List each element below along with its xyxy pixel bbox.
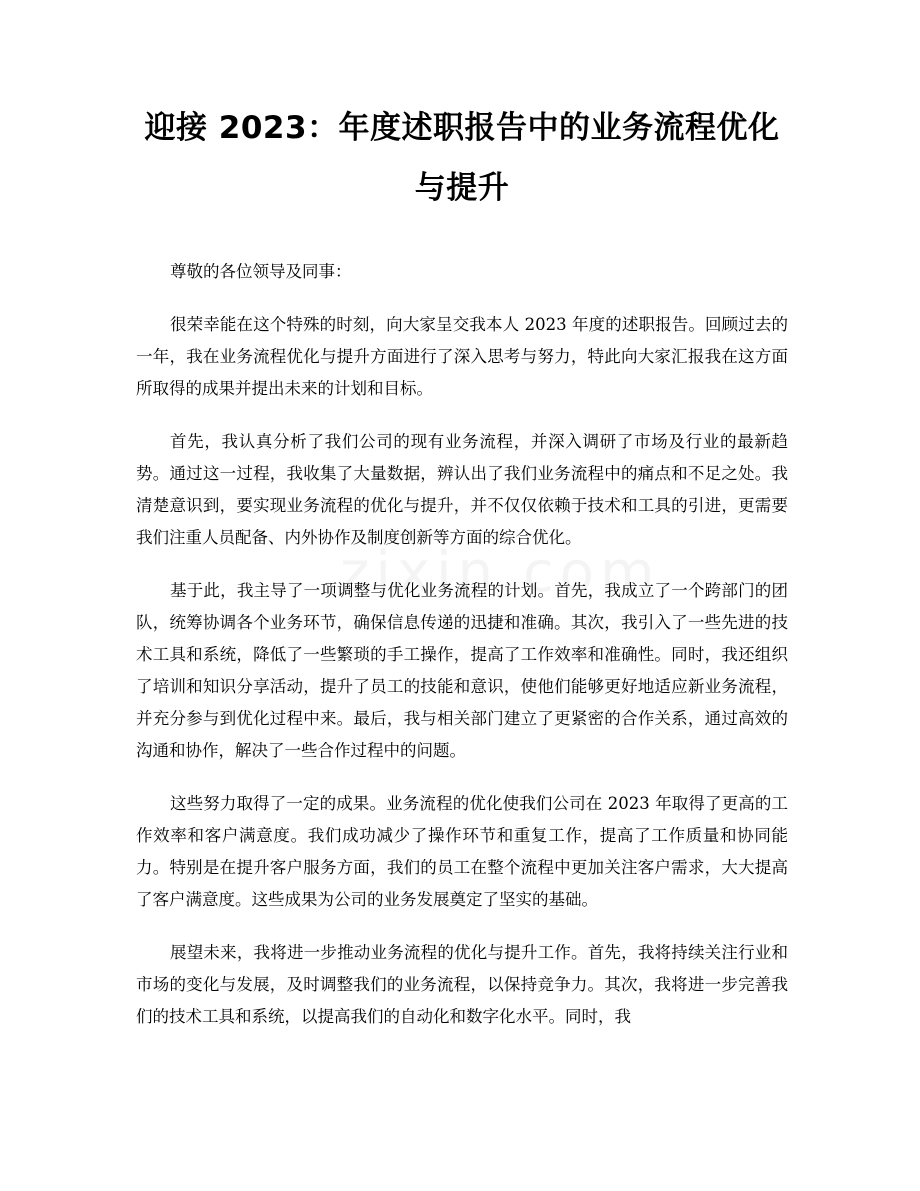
salutation-paragraph: 尊敬的各位领导及同事： xyxy=(170,262,352,281)
results-paragraph: 这些努力取得了一定的成果。业务流程的优化使我们公司在 2023 年取得了更高的工作效率和客户满意度。我们成功减少了操作环节和重复工作，提高了工作质量和协同能力。特别是在提升客户服务方面，我们的员工在整个流程中更加关注客户需求，大大提高了客户满意度。这些成果为公司的业务发展奠定了坚实的基础。 xyxy=(136,794,788,909)
analysis-paragraph: 首先，我认真分析了我们公司的现有业务流程，并深入调研了市场及行业的最新趋势。通过这一过程，我收集了大量数据，辨认出了我们业务流程中的痛点和不足之处。我清楚意识到，要实现业务流程的优化与提升，并不仅仅依赖于技术和工具的引进，更需要我们注重人员配备、内外协作及制度创新等方面的综合优化。 xyxy=(136,432,788,547)
intro-paragraph: 很荣幸能在这个特殊的时刻，向大家呈交我本人 2023 年度的述职报告。回顾过去的一年，我在业务流程优化与提升方面进行了深入思考与努力，特此向大家汇报我在这方面所取得的成果并提出未来的计划和目标。 xyxy=(136,315,788,398)
outlook-paragraph: 展望未来，我将进一步推动业务流程的优化与提升工作。首先，我将持续关注行业和市场的变化与发展，及时调整我们的业务流程，以保持竞争力。其次，我将进一步完善我们的技术工具和系统，以提高我们的自动化和数字化水平。同时，我 xyxy=(136,943,788,1026)
plan-paragraph: 基于此，我主导了一项调整与优化业务流程的计划。首先，我成立了一个跨部门的团队，统筹协调各个业务环节，确保信息传递的迅捷和准确。其次，我引入了一些先进的技术工具和系统，降低了一些繁琐的手工操作，提高了工作效率和准确性。同时，我还组织了培训和知识分享活动，提升了员工的技能和意识，使他们能够更好地适应新业务流程，并充分参与到优化过程中来。最后，我与相关部门建立了更紧密的合作关系，通过高效的沟通和协作，解决了一些合作过程中的问题。 xyxy=(136,581,788,760)
document-title: 迎接 2023：年度述职报告中的业务流程优化与提升 xyxy=(144,110,780,206)
